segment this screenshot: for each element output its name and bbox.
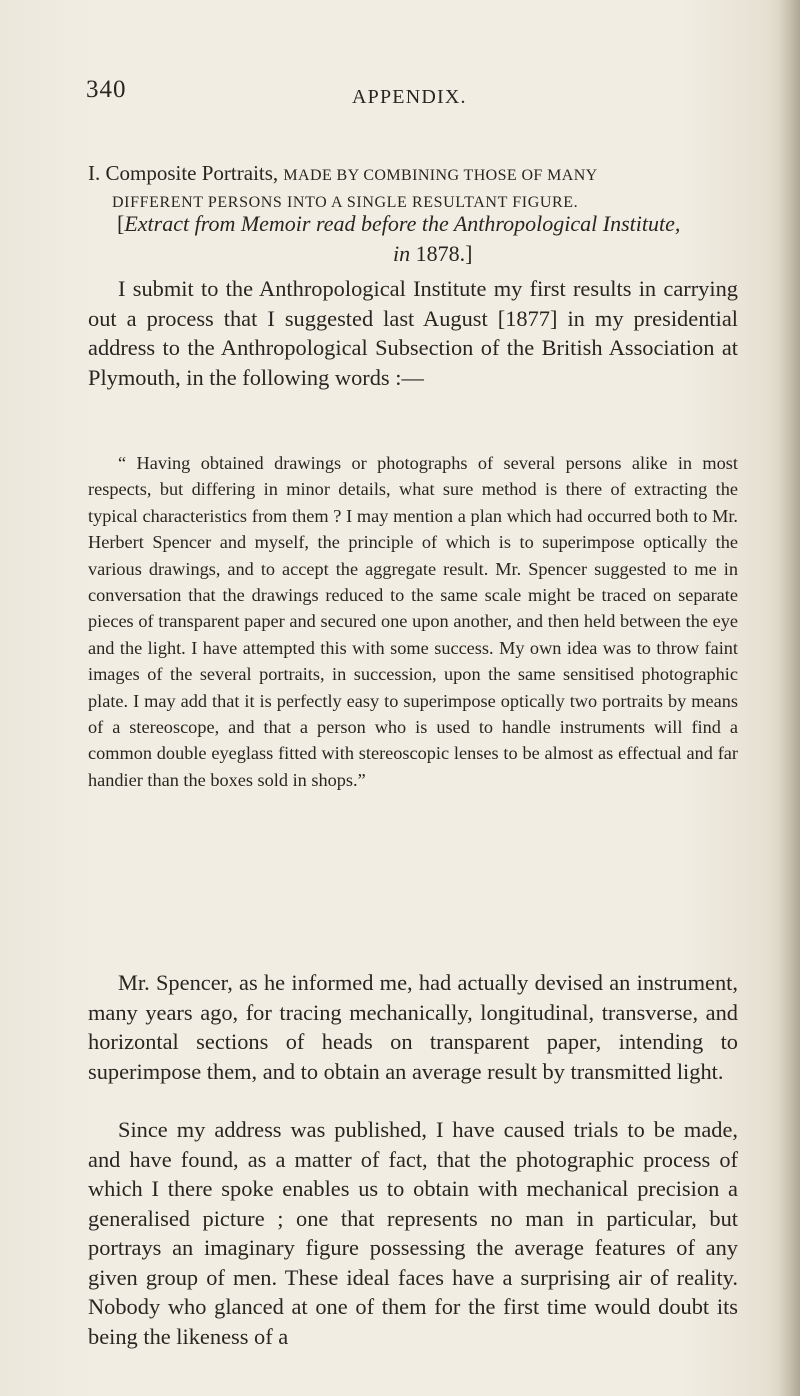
quoted-paragraph: “ Having obtained drawings or photographs of several persons alike in most respects, but differing in minor details, what sure method is there of extracting the typical characteristics from them ? I may mention a plan which had occurred both to Mr. Herbert Spencer and myself, the principle of which is to superimpose optically the various drawings, and to accept the aggregate result. Mr. Spencer suggested to me in conversation that the drawings reduced to the same scale might be traced on separate pieces of transparent paper and secured one upon another, and then held between the eye and the light. I have attempted this with some success. My own idea was to throw faint images of the several portraits, in succession, upon the same sensitised photographic plate. I may add that it is perfectly easy to superimpose optically two portraits by means of a stereoscope, and that a person who is used to handle instruments will find a common double eyeglass fitted with stereoscopic lenses to be almost as effectual and far handier than the boxes sold in shops.” [88, 453, 738, 790]
source-note-close-bracket: .] [459, 241, 473, 266]
intro-paragraph: I submit to the Anthropological Institute my first results in carrying out a process that I suggested last August [1877] in my presidential address to the Anthropological Subsection of the British Association at Plymouth, in the following words :— [88, 276, 738, 390]
spencer-paragraph: Mr. Spencer, as he informed me, had actually devised an instrument, many years ago, for tracing mechanically, longitudinal, transverse, and horizontal sections of heads on transparent paper, intending to superimpose them, and to obtain an average result by transmitted light. [88, 970, 738, 1084]
source-note-title: Extract from Memoir read before the Anthropological Institute, [124, 211, 681, 236]
source-note [117, 209, 737, 269]
source-note-open-bracket: [ [117, 211, 125, 236]
source-note-year: 1878 [415, 241, 460, 266]
running-head: APPENDIX. [352, 86, 467, 108]
section-title-main: Composite Portraits, [105, 161, 279, 185]
page-edge-shadow [778, 0, 800, 1396]
section-heading [88, 160, 748, 216]
section-numeral: I. [88, 161, 101, 185]
since-paragraph: Since my address was published, I have caused trials to be made, and have found, as a matter of fact, that the photographic process of which I there spoke enables us to obtain with mechanical precision a generalised picture ; one that represents no man in particular, but portrays an imaginary figure possessing the average features of any given group of men. These ideal faces have a surprising air of reality. Nobody who glanced at one of them for the first time would doubt its being the likeness of a [88, 1117, 738, 1349]
page-number: 340 [86, 76, 127, 103]
source-note-in: in [393, 241, 411, 266]
section-title-rest: MADE BY COMBINING THOSE OF MANY [283, 167, 598, 184]
section-title-line2: DIFFERENT PERSONS INTO A SINGLE RESULTANT FIGURE. [112, 194, 579, 211]
